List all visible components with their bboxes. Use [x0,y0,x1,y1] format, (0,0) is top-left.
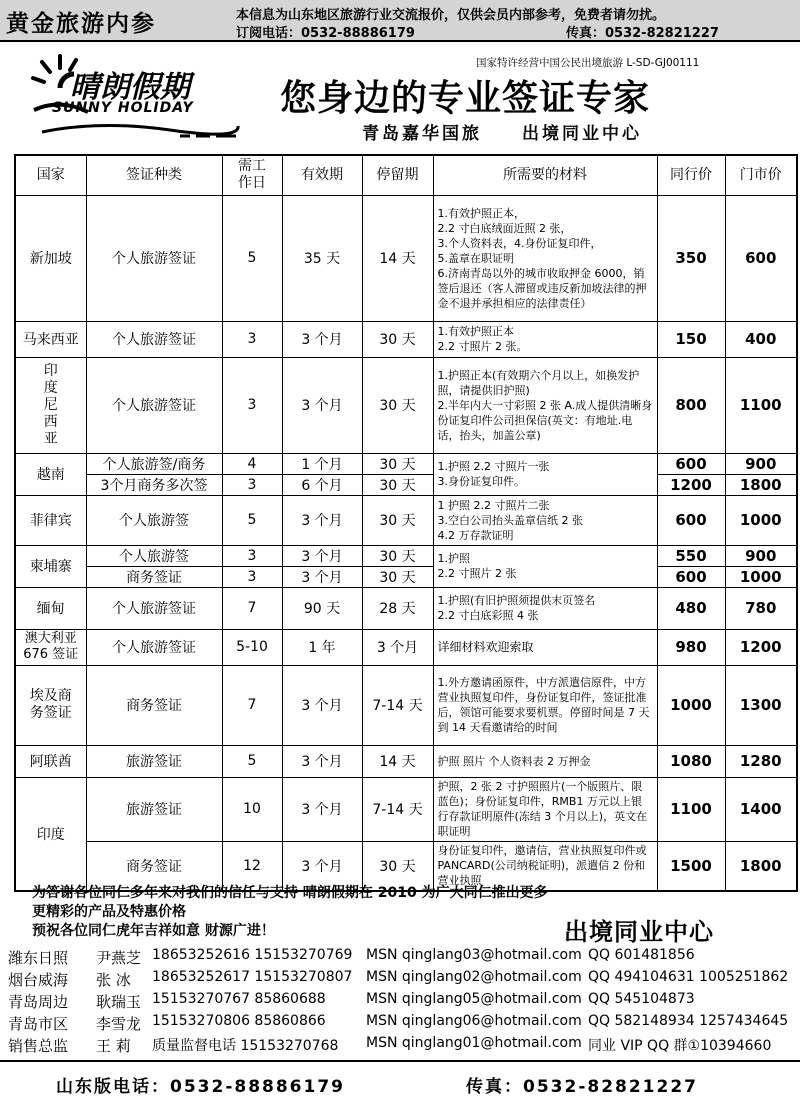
contact-person: 张 冰 [96,971,131,989]
work-days-cell: 3 [222,357,282,453]
country-cell: 印度 [15,777,86,891]
table-row [15,195,797,321]
visa-type-cell: 3个月商务多次签 [86,474,222,495]
table-row [15,629,797,665]
contact-phones: 15153270767 85860688 [152,991,326,1007]
materials-cell: 1.有效护照正本， 2.2 寸白底绒面近照 2 张， 3.个人资料表，4.身份证复印件， 5.盖章在职证明 6.济南青岛以外的城市收取押金 6000，销签后退还（客人滞留或违反新加坡法律的押金不退并承担相应的法律责任） [433,195,657,321]
retail-price-cell: 600 [725,195,797,321]
work-days-cell: 12 [222,841,282,891]
materials-cell: 护照 照片 个人资料表 2 万押金 [433,745,657,777]
contact-qq: 同业 VIP QQ 群①10394660 [588,1038,772,1054]
country-cell: 马来西亚 [15,321,86,357]
logo-chinese-name: 晴朗假期 [70,70,190,105]
work-days-cell: 5-10 [222,629,282,665]
header-materials: 所需要的材料 [433,155,657,195]
validity-cell: 90 天 [282,587,362,629]
contact-row [8,968,798,990]
materials-cell: 1.护照 2.2 寸照片 2 张 [433,545,657,587]
validity-cell: 3 个月 [282,665,362,745]
table-row [15,566,797,587]
contact-region: 销售总监 [8,1037,69,1055]
work-days-cell: 5 [222,495,282,545]
work-days-cell: 7 [222,587,282,629]
top-header-band [0,0,800,42]
validity-cell: 3 个月 [282,566,362,587]
validity-cell: 3 个月 [282,545,362,566]
peer-price-cell: 1080 [657,745,725,777]
table-header-row [15,155,797,195]
contact-qq: QQ 494104631 1005251862 [588,969,789,985]
peer-price-cell: 1200 [657,474,725,495]
visa-type-cell: 个人旅游签 [86,545,222,566]
contact-person: 尹燕芝 [96,949,142,967]
contact-row [8,946,798,968]
country-cell: 新加坡 [15,195,86,321]
agency-name: 青岛嘉华国旅 [362,124,482,144]
validity-cell: 3 个月 [282,745,362,777]
contact-msn: MSN qinglang05@hotmail.com [366,991,582,1007]
contact-msn: MSN qinglang03@hotmail.com [366,947,582,963]
validity-cell: 1 个月 [282,453,362,474]
bottom-fax: 传真：0532-82821227 [466,1077,698,1097]
order-phone: 订阅电话：0532-88886179 [236,26,415,41]
retail-price-cell: 900 [725,453,797,474]
visa-type-cell: 旅游签证 [86,777,222,841]
validity-cell: 3 个月 [282,321,362,357]
retail-price-cell: 1000 [725,495,797,545]
stay-cell: 30 天 [362,321,433,357]
visa-type-cell: 个人旅游签证 [86,357,222,453]
contact-msn: MSN qinglang02@hotmail.com [366,969,582,985]
work-days-cell: 3 [222,321,282,357]
peer-price-cell: 980 [657,629,725,665]
work-days-cell: 3 [222,545,282,566]
bottom-divider [0,1060,800,1062]
contact-msn: MSN qinglang06@hotmail.com [366,1013,582,1029]
visa-type-cell: 商务签证 [86,841,222,891]
header-fax: 传真：0532-82821227 [566,26,719,41]
stay-cell: 14 天 [362,745,433,777]
center-name: 出境同业中心 [522,124,642,144]
retail-price-cell: 1400 [725,777,797,841]
stay-cell: 14 天 [362,195,433,321]
bottom-contact-bar [56,1072,698,1097]
member-notice: 本信息为山东地区旅游行业交流报价，仅供会员内部参考，免费者请勿扰。 [236,8,666,23]
country-cell: 澳大利亚676 签证 [15,629,86,665]
header-retail-price: 门市价 [725,155,797,195]
table-row [15,495,797,545]
materials-cell: 1.护照正本(有效期六个月以上，如换发护照，请提供旧护照) 2.半年内大一寸彩照 2 张 A.成人提供清晰身份证复印件公司担保信(英文：有地址.电话，抬头，加盖公章) [433,357,657,453]
visa-type-cell: 旅游签证 [86,745,222,777]
validity-cell: 3 个月 [282,841,362,891]
stay-cell: 28 天 [362,587,433,629]
header-country: 国家 [15,155,86,195]
logo-swoosh-icon [40,118,240,140]
stay-cell: 30 天 [362,474,433,495]
visa-type-cell: 个人旅游签证 [86,629,222,665]
stay-cell: 30 天 [362,453,433,474]
header-stay: 停留期 [362,155,433,195]
retail-price-cell: 1800 [725,841,797,891]
work-days-cell: 5 [222,745,282,777]
validity-cell: 3 个月 [282,495,362,545]
contact-region: 烟台威海 [8,971,69,989]
peer-price-cell: 550 [657,545,725,566]
contact-row [8,1012,798,1034]
country-cell: 缅甸 [15,587,86,629]
visa-type-cell: 个人旅游签/商务 [86,453,222,474]
contact-row [8,990,798,1012]
header-peer-price: 同行价 [657,155,725,195]
contact-phones: 18653252617 15153270807 [152,969,353,985]
main-slogan: 您身边的专业签证专家 [280,78,651,119]
visa-type-cell: 商务签证 [86,665,222,745]
thanks-line-1: 为答谢各位同仁多年来对我们的信任与支持 晴朗假期在 2010 为广大同仁推出更多 [32,885,548,901]
peer-price-cell: 1100 [657,777,725,841]
peer-price-cell: 1000 [657,665,725,745]
stay-cell: 30 天 [362,357,433,453]
sunny-holiday-logo [30,48,245,140]
retail-price-cell: 1100 [725,357,797,453]
peer-price-cell: 600 [657,566,725,587]
work-days-cell: 4 [222,453,282,474]
retail-price-cell: 1000 [725,566,797,587]
retail-price-cell: 1280 [725,745,797,777]
visa-type-cell: 个人旅游签证 [86,195,222,321]
materials-cell: 1.护照 2.2 寸照片一张 3.身份证复印件。 [433,453,657,495]
contact-phones: 15153270806 85860866 [152,1013,326,1029]
stay-cell: 3 个月 [362,629,433,665]
visa-type-cell: 商务签证 [86,566,222,587]
contact-region: 青岛市区 [8,1015,69,1033]
peer-price-cell: 350 [657,195,725,321]
stay-cell: 30 天 [362,841,433,891]
peer-price-cell: 800 [657,357,725,453]
sub-slogan [362,119,642,144]
contact-region: 青岛周边 [8,993,69,1011]
table-row [15,587,797,629]
table-row [15,321,797,357]
country-cell: 阿联酋 [15,745,86,777]
country-cell: 印度尼西亚 [15,357,86,453]
country-cell: 埃及商务签证 [15,665,86,745]
retail-price-cell: 780 [725,587,797,629]
stay-cell: 30 天 [362,545,433,566]
thanks-line-3: 预祝各位同仁虎年吉祥如意 财源广进！ [32,923,275,939]
contact-region: 潍东日照 [8,949,69,967]
stay-cell: 30 天 [362,566,433,587]
contact-list [8,946,798,1056]
materials-cell: 1.有效护照正本 2.2 寸照片 2 张。 [433,321,657,357]
retail-price-cell: 400 [725,321,797,357]
materials-cell: 1 护照 2.2 寸照片二张 3.空白公司抬头盖章信纸 2 张 4.2 万存款证明 [433,495,657,545]
contact-row [8,1034,798,1056]
brand-title: 黄金旅游内参 [6,11,156,37]
contact-person: 李雪龙 [96,1015,142,1033]
table-row [15,777,797,841]
validity-cell: 3 个月 [282,357,362,453]
stay-cell: 7-14 天 [362,777,433,841]
retail-price-cell: 900 [725,545,797,566]
table-row [15,545,797,566]
peer-price-cell: 600 [657,495,725,545]
validity-cell: 3 个月 [282,777,362,841]
materials-cell: 1.护照(有旧护照须提供末页签名 2.2 寸白底彩照 4 张 [433,587,657,629]
thanks-line-2: 更精彩的产品及特惠价格 [32,904,186,920]
logo-english-name: SUNNY HOLIDAY [52,100,194,116]
header-work-days: 需工 作日 [222,155,282,195]
table-row [15,474,797,495]
visa-type-cell: 个人旅游签证 [86,587,222,629]
materials-cell: 身份证复印件，邀请信，营业执照复印件或 PANCARD(公司纳税证明)，派遣信 2 份和营业执照 [433,841,657,891]
peer-price-cell: 600 [657,453,725,474]
retail-price-cell: 1800 [725,474,797,495]
header-visa-type: 签证种类 [86,155,222,195]
peer-price-cell: 480 [657,587,725,629]
country-cell: 越南 [15,453,86,495]
contact-qq: QQ 601481856 [588,947,695,963]
contact-person: 耿瑞玉 [96,993,142,1011]
materials-cell: 护照，2 张 2 寸护照照片(一个版照片、限蓝色)；身份证复印件，RMB1 万元以上银行存款证明原件(冻结 3 个月以上)，英文在职证明 [433,777,657,841]
visa-type-cell: 个人旅游签证 [86,321,222,357]
table-row [15,357,797,453]
license-number: 国家特许经营中国公民出境旅游 L-SD-GJ00111 [476,57,700,69]
center-title: 出境同业中心 [564,918,714,946]
country-cell: 柬埔寨 [15,545,86,587]
materials-cell: 1.外方邀请函原件，中方派遣信原件，中方营业执照复印件，身份证复印件，签证批准后，领馆可能要求要机票。停留时间是 7 天到 14 天看邀请给的时间 [433,665,657,745]
peer-price-cell: 150 [657,321,725,357]
thanks-message [32,884,548,941]
validity-cell: 6 个月 [282,474,362,495]
contact-qq: QQ 545104873 [588,991,695,1007]
contact-qq: QQ 582148934 1257434645 [588,1013,789,1029]
contact-msn: MSN qinglang01@hotmail.com [366,1035,582,1051]
work-days-cell: 3 [222,474,282,495]
visa-type-cell: 个人旅游签 [86,495,222,545]
visa-price-table [14,154,798,892]
work-days-cell: 5 [222,195,282,321]
country-cell: 菲律宾 [15,495,86,545]
header-validity: 有效期 [282,155,362,195]
materials-cell: 详细材料欢迎索取 [433,629,657,665]
validity-cell: 1 年 [282,629,362,665]
stay-cell: 30 天 [362,495,433,545]
validity-cell: 35 天 [282,195,362,321]
table-row [15,745,797,777]
table-row [15,665,797,745]
table-row [15,453,797,474]
work-days-cell: 3 [222,566,282,587]
stay-cell: 7-14 天 [362,665,433,745]
retail-price-cell: 1300 [725,665,797,745]
work-days-cell: 10 [222,777,282,841]
bottom-phone: 山东版电话：0532-88886179 [56,1077,345,1097]
work-days-cell: 7 [222,665,282,745]
peer-price-cell: 1500 [657,841,725,891]
retail-price-cell: 1200 [725,629,797,665]
contact-person: 王 莉 [96,1037,131,1055]
contact-phones: 18653252616 15153270769 [152,947,353,963]
contact-phones: 质量监督电话 15153270768 [152,1038,339,1054]
